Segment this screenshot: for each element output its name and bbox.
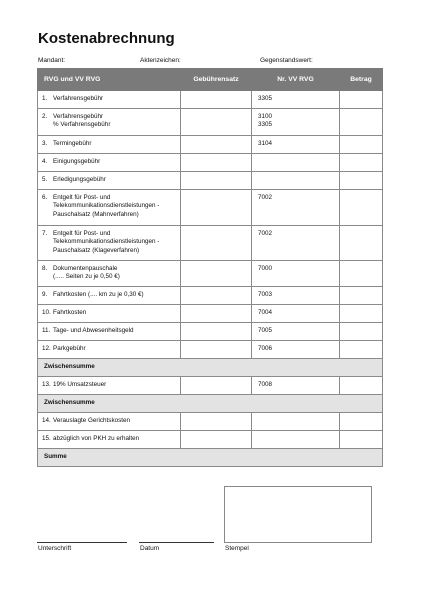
position-label: Tage- und Abwesenheitsgeld bbox=[53, 327, 134, 334]
position-cell bbox=[38, 341, 181, 359]
gebuehrensatz-cell[interactable] bbox=[181, 154, 252, 172]
position-label: abzüglich von PKH zu erhalten bbox=[53, 435, 140, 442]
position-line bbox=[42, 345, 177, 353]
position-label: Entgelt für Post- und bbox=[53, 230, 111, 237]
position-cell bbox=[38, 413, 181, 431]
betrag-cell[interactable] bbox=[340, 305, 383, 323]
position-number: 15. bbox=[42, 435, 51, 442]
table-row bbox=[38, 341, 383, 359]
cost-table-body bbox=[38, 91, 383, 467]
position-line bbox=[42, 95, 177, 103]
nr-vv-rvg-cell bbox=[252, 305, 340, 323]
table-row bbox=[38, 377, 383, 395]
position-label: Verauslagte Gerichtskosten bbox=[53, 417, 131, 424]
gebuehrensatz-cell[interactable] bbox=[181, 226, 252, 261]
position-line bbox=[42, 327, 177, 335]
table-row bbox=[38, 413, 383, 431]
betrag-cell[interactable] bbox=[340, 226, 383, 261]
betrag-cell[interactable] bbox=[340, 431, 383, 449]
position-number: 14. bbox=[42, 417, 51, 424]
table-row bbox=[38, 91, 383, 109]
gebuehrensatz-cell[interactable] bbox=[181, 136, 252, 154]
nr-vv-rvg-value: 7002 bbox=[258, 194, 273, 201]
position-label: (..... Seiten zu je 0,50 €) bbox=[53, 273, 120, 281]
gebuehrensatz-cell[interactable] bbox=[181, 413, 252, 431]
position-line bbox=[42, 158, 177, 166]
aktenzeichen-label: Aktenzeichen: bbox=[140, 57, 181, 64]
position-label: Telekommunikationsdienstleistungen - bbox=[53, 238, 160, 246]
nr-vv-rvg-cell bbox=[252, 323, 340, 341]
position-number: 8. bbox=[42, 265, 48, 272]
position-line bbox=[42, 381, 177, 389]
position-cell bbox=[38, 323, 181, 341]
betrag-cell[interactable] bbox=[340, 413, 383, 431]
gegenstandswert-label: Gegenstandswert: bbox=[260, 57, 313, 64]
signature-line bbox=[37, 542, 127, 543]
header-betrag: Betrag bbox=[340, 69, 383, 91]
position-cell bbox=[38, 431, 181, 449]
header-nr-vv-rvg: Nr. VV RVG bbox=[252, 69, 340, 91]
nr-vv-rvg-cell bbox=[252, 413, 340, 431]
position-line bbox=[42, 417, 177, 425]
position-label: Verfahrensgebühr bbox=[53, 113, 104, 120]
table-row bbox=[38, 172, 383, 190]
table-row bbox=[38, 431, 383, 449]
position-cell bbox=[38, 226, 181, 261]
betrag-cell[interactable] bbox=[340, 287, 383, 305]
position-number: 5. bbox=[42, 176, 48, 183]
betrag-cell[interactable] bbox=[340, 91, 383, 109]
unterschrift-label: Unterschrift bbox=[38, 545, 72, 552]
position-number: 11. bbox=[42, 327, 51, 334]
position-label: 19% Umsatzsteuer bbox=[53, 381, 107, 388]
position-label: Verfahrensgebühr bbox=[53, 95, 104, 102]
mandant-label: Mandant: bbox=[38, 57, 66, 64]
position-cell bbox=[38, 287, 181, 305]
gebuehrensatz-cell[interactable] bbox=[181, 377, 252, 395]
stempel-label: Stempel bbox=[225, 545, 249, 552]
date-line bbox=[139, 542, 214, 543]
nr-vv-rvg-value: 7004 bbox=[258, 309, 273, 316]
position-cell bbox=[38, 136, 181, 154]
betrag-cell[interactable] bbox=[340, 261, 383, 287]
betrag-cell[interactable] bbox=[340, 172, 383, 190]
gebuehrensatz-cell[interactable] bbox=[181, 287, 252, 305]
position-number: 12. bbox=[42, 345, 51, 352]
position-label: Einigungsgebühr bbox=[53, 158, 101, 165]
header-rvg: RVG und VV RVG bbox=[38, 69, 181, 91]
position-cell bbox=[38, 377, 181, 395]
subtotal-row bbox=[38, 359, 383, 377]
position-line bbox=[42, 176, 177, 184]
nr-vv-rvg-value: 7000 bbox=[258, 265, 273, 272]
position-line bbox=[42, 230, 177, 238]
position-line bbox=[42, 194, 177, 202]
table-row bbox=[38, 190, 383, 226]
nr-vv-rvg-cell bbox=[252, 190, 340, 226]
gebuehrensatz-cell[interactable] bbox=[181, 261, 252, 287]
nr-vv-rvg-cell bbox=[252, 341, 340, 359]
nr-vv-rvg-value: 3104 bbox=[258, 140, 273, 147]
position-label: Termingebühr bbox=[53, 140, 92, 147]
table-row bbox=[38, 287, 383, 305]
table-row bbox=[38, 154, 383, 172]
position-label: Pauschalsatz (Klageverfahren) bbox=[53, 246, 140, 254]
position-cell bbox=[38, 91, 181, 109]
nr-vv-rvg-cell bbox=[252, 136, 340, 154]
position-cell bbox=[38, 305, 181, 323]
gebuehrensatz-cell[interactable] bbox=[181, 91, 252, 109]
subtotal-label: Summe bbox=[38, 449, 383, 467]
nr-vv-rvg-value: 7006 bbox=[258, 345, 273, 352]
nr-vv-rvg-cell bbox=[252, 287, 340, 305]
position-cell bbox=[38, 190, 181, 226]
position-number: 7. bbox=[42, 230, 48, 237]
position-label: Parkgebühr bbox=[53, 345, 86, 352]
position-cell bbox=[38, 172, 181, 190]
betrag-cell[interactable] bbox=[340, 109, 383, 136]
cost-table bbox=[37, 68, 383, 467]
position-label: Dokumentenpauschale bbox=[53, 265, 118, 272]
position-number: 13. bbox=[42, 381, 51, 388]
position-line bbox=[42, 265, 177, 273]
position-line bbox=[42, 309, 177, 317]
gebuehrensatz-cell[interactable] bbox=[181, 431, 252, 449]
nr-vv-rvg-value: 3100 bbox=[258, 113, 273, 120]
nr-vv-rvg-cell bbox=[252, 154, 340, 172]
betrag-cell[interactable] bbox=[340, 154, 383, 172]
datum-label: Datum bbox=[140, 545, 160, 552]
nr-vv-rvg-value: 3305 bbox=[258, 95, 273, 102]
position-cell bbox=[38, 154, 181, 172]
betrag-cell[interactable] bbox=[340, 341, 383, 359]
table-row bbox=[38, 226, 383, 261]
gebuehrensatz-cell[interactable] bbox=[181, 341, 252, 359]
position-cell bbox=[38, 109, 181, 136]
position-number: 2. bbox=[42, 113, 48, 120]
table-row bbox=[38, 261, 383, 287]
subtotal-label: Zwischensumme bbox=[38, 359, 383, 377]
position-number: 9. bbox=[42, 291, 48, 298]
nr-vv-rvg-value: 7002 bbox=[258, 230, 273, 237]
position-line bbox=[42, 140, 177, 148]
position-cell bbox=[38, 261, 181, 287]
nr-vv-rvg-cell bbox=[252, 172, 340, 190]
position-number: 1. bbox=[42, 95, 48, 102]
header-gebuehrensatz: Gebührensatz bbox=[181, 69, 252, 91]
position-number: 10. bbox=[42, 309, 51, 316]
position-label: Fahrtkosten bbox=[53, 309, 87, 316]
nr-vv-rvg-cell bbox=[252, 431, 340, 449]
nr-vv-rvg-cell bbox=[252, 226, 340, 261]
subtotal-label: Zwischensumme bbox=[38, 395, 383, 413]
subtotal-row bbox=[38, 449, 383, 467]
table-row bbox=[38, 323, 383, 341]
position-label: Telekommunikationsdienstleistungen - bbox=[53, 202, 160, 210]
nr-vv-rvg-value: 7005 bbox=[258, 327, 273, 334]
betrag-cell[interactable] bbox=[340, 377, 383, 395]
nr-vv-rvg-cell bbox=[252, 109, 340, 136]
position-label: Entgelt für Post- und bbox=[53, 194, 111, 201]
table-row bbox=[38, 305, 383, 323]
stamp-box bbox=[224, 486, 372, 543]
nr-vv-rvg-cell bbox=[252, 91, 340, 109]
position-number: 6. bbox=[42, 194, 48, 201]
gebuehrensatz-cell[interactable] bbox=[181, 323, 252, 341]
gebuehrensatz-cell[interactable] bbox=[181, 305, 252, 323]
betrag-cell[interactable] bbox=[340, 323, 383, 341]
position-label: Fahrtkosten (.... km zu je 0,30 €) bbox=[53, 291, 144, 298]
position-label: % Verfahrensgebühr bbox=[53, 121, 111, 129]
position-label: Erledigungsgebühr bbox=[53, 176, 106, 183]
position-line bbox=[42, 113, 177, 121]
nr-vv-rvg-value: 3305 bbox=[258, 121, 273, 129]
gebuehrensatz-cell[interactable] bbox=[181, 190, 252, 226]
nr-vv-rvg-cell bbox=[252, 377, 340, 395]
subtotal-row bbox=[38, 395, 383, 413]
position-number: 3. bbox=[42, 140, 48, 147]
position-number: 4. bbox=[42, 158, 48, 165]
position-line bbox=[42, 435, 177, 443]
table-row bbox=[38, 109, 383, 136]
nr-vv-rvg-value: 7008 bbox=[258, 381, 273, 388]
page-title: Kostenabrechnung bbox=[38, 30, 175, 47]
table-row bbox=[38, 136, 383, 154]
table-header-row bbox=[38, 69, 383, 91]
position-label: Pauschalsatz (Mahnverfahren) bbox=[53, 210, 139, 218]
position-line bbox=[42, 291, 177, 299]
nr-vv-rvg-cell bbox=[252, 261, 340, 287]
gebuehrensatz-cell[interactable] bbox=[181, 109, 252, 136]
betrag-cell[interactable] bbox=[340, 190, 383, 226]
nr-vv-rvg-value: 7003 bbox=[258, 291, 273, 298]
betrag-cell[interactable] bbox=[340, 136, 383, 154]
gebuehrensatz-cell[interactable] bbox=[181, 172, 252, 190]
